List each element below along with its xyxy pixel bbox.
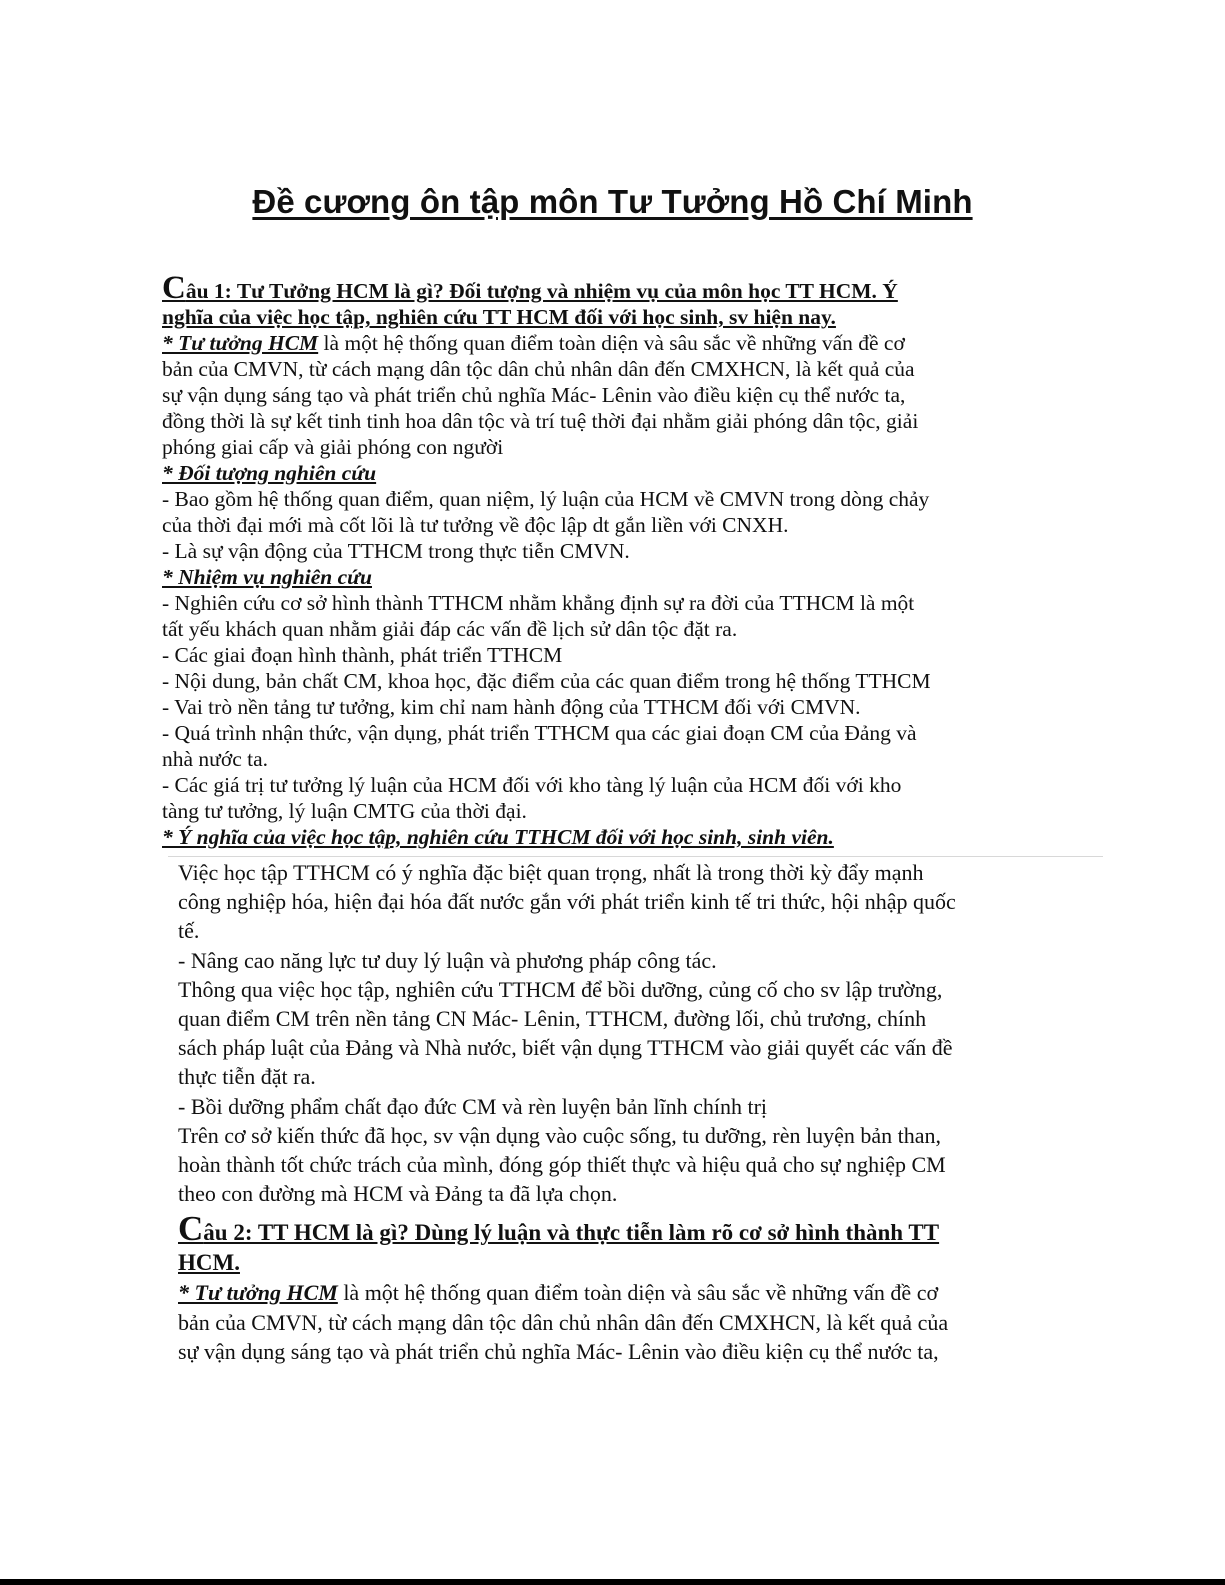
paragraph-line: đồng thời là sự kết tinh tinh hoa dân tộc và trí tuệ thời đại nhằm giải phóng dân tộc, giải bbox=[162, 409, 919, 433]
paragraph-line: theo con đường mà HCM và Đảng ta đã lựa chọn. bbox=[178, 1181, 618, 1207]
paragraph-line: - Quá trình nhận thức, vận dụng, phát triển TTHCM qua các giai đoạn CM của Đảng và bbox=[162, 721, 917, 745]
paragraph-line: tế. bbox=[178, 918, 200, 944]
subheading-significance: * Ý nghĩa của việc học tập, nghiên cứu TTHCM đối với học sinh, sinh viên. bbox=[162, 825, 834, 849]
paragraph-line: - Nghiên cứu cơ sở hình thành TTHCM nhằm khẳng định sự ra đời của TTHCM là một bbox=[162, 591, 915, 615]
paragraph-line: - Bồi dưỡng phẩm chất đạo đức CM và rèn luyện bản lĩnh chính trị bbox=[178, 1093, 768, 1119]
paragraph-line: - Bao gồm hệ thống quan điểm, quan niệm, lý luận của HCM về CMVN trong dòng chảy bbox=[162, 487, 930, 511]
paragraph-line: thực tiễn đặt ra. bbox=[178, 1064, 316, 1090]
paragraph-line: Trên cơ sở kiến thức đã học, sv vận dụng vào cuộc sống, tu dưỡng, rèn luyện bản than, bbox=[178, 1122, 942, 1148]
section-1-block bbox=[162, 270, 1107, 850]
paragraph-line: - Nâng cao năng lực tư duy lý luận và phương pháp công tác. bbox=[178, 947, 717, 973]
paragraph-line: bản của CMVN, từ cách mạng dân tộc dân chủ nhân dân đến CMXHCN, là kết quả của bbox=[178, 1309, 949, 1335]
subheading-research-object: * Đối tượng nghiên cứu bbox=[162, 461, 377, 485]
paragraph-line: sách pháp luật của Đảng và Nhà nước, biết vận dụng TTHCM vào giải quyết các vấn đề bbox=[178, 1035, 953, 1061]
paragraph-line: sự vận dụng sáng tạo và phát triển chủ nghĩa Mác- Lênin vào điều kiện cụ thể nước ta, bbox=[162, 383, 906, 407]
paragraph-line: của thời đại mới mà cốt lõi là tư tưởng về độc lập dt gắn liền với CNXH. bbox=[162, 513, 789, 537]
section-2-block bbox=[178, 858, 1098, 1366]
paragraph-line: phóng giai cấp và giải phóng con người bbox=[162, 435, 504, 459]
paragraph-line: - Các giá trị tư tưởng lý luận của HCM đối với kho tàng lý luận của HCM đối với kho bbox=[162, 773, 902, 797]
question-2-heading bbox=[178, 1209, 1098, 1278]
question-2-line: âu 2: TT HCM là gì? Dùng lý luận và thực tiễn làm rõ cơ sở hình thành TT bbox=[203, 1220, 940, 1246]
definition-label: * Tư tưởng HCM bbox=[162, 331, 319, 355]
paragraph-line: quan điểm CM trên nền tảng CN Mác- Lênin, TTHCM, đường lối, chủ trương, chính bbox=[178, 1006, 927, 1032]
question-2-line: HCM. bbox=[178, 1250, 240, 1276]
document-title: Đề cương ôn tập môn Tư Tưởng Hồ Chí Minh bbox=[252, 183, 973, 220]
definition-first-line bbox=[178, 1278, 1098, 1307]
paragraph-line: nhà nước ta. bbox=[162, 747, 268, 771]
paragraph-line: Việc học tập TTHCM có ý nghĩa đặc biệt quan trọng, nhất là trong thời kỳ đẩy mạnh bbox=[178, 860, 924, 885]
paragraph-line: hoàn thành tốt chức trách của mình, đóng góp thiết thực và hiệu quả cho sự nghiệp CM bbox=[178, 1152, 946, 1178]
definition-text: là một hệ thống quan điểm toàn diện và sâu sắc về những vấn đề cơ bbox=[318, 331, 905, 355]
drop-cap: C bbox=[178, 1209, 204, 1249]
question-1-line: nghĩa của việc học tập, nghiên cứu TT HCM đối với học sinh, sv hiện nay. bbox=[162, 305, 836, 329]
paragraph-line: tất yếu khách quan nhằm giải đáp các vấn đề lịch sử dân tộc đặt ra. bbox=[162, 617, 738, 641]
page-bottom-border bbox=[0, 1579, 1225, 1585]
paragraph-line: - Nội dung, bản chất CM, khoa học, đặc điểm của các quan điểm trong hệ thống TTHCM bbox=[162, 669, 931, 693]
paragraph-line: công nghiệp hóa, hiện đại hóa đất nước gắn với phát triển kinh tế tri thức, hội nhập quốc bbox=[178, 889, 956, 915]
question-1-heading bbox=[162, 270, 1107, 330]
definition-text: là một hệ thống quan điểm toàn diện và sâu sắc về những vấn đề cơ bbox=[337, 1280, 939, 1306]
definition-label: * Tư tưởng HCM bbox=[178, 1280, 338, 1306]
drop-cap: C bbox=[162, 270, 186, 306]
page-divider bbox=[168, 856, 1103, 857]
subheading-research-tasks: * Nhiệm vụ nghiên cứu bbox=[162, 565, 372, 589]
paragraph-line: - Là sự vận động của TTHCM trong thực tiễn CMVN. bbox=[162, 539, 630, 563]
paragraph-line: tàng tư tưởng, lý luận CMTG của thời đại. bbox=[162, 799, 527, 823]
question-1-line: âu 1: Tư Tưởng HCM là gì? Đối tượng và nhiệm vụ của môn học TT HCM. Ý bbox=[185, 279, 898, 303]
paragraph-line: sự vận dụng sáng tạo và phát triển chủ nghĩa Mác- Lênin vào điều kiện cụ thể nước ta, bbox=[178, 1338, 939, 1364]
paragraph-line: - Các giai đoạn hình thành, phát triển TTHCM bbox=[162, 643, 563, 667]
paragraph-line: bản của CMVN, từ cách mạng dân tộc dân chủ nhân dân đến CMXHCN, là kết quả của bbox=[162, 357, 915, 381]
definition-first-line bbox=[162, 330, 1107, 356]
paragraph-line: Thông qua việc học tập, nghiên cứu TTHCM để bồi dưỡng, củng cố cho sv lập trường, bbox=[178, 976, 943, 1002]
paragraph-line: - Vai trò nền tảng tư tưởng, kim chỉ nam hành động của TTHCM đối với CMVN. bbox=[162, 695, 861, 719]
